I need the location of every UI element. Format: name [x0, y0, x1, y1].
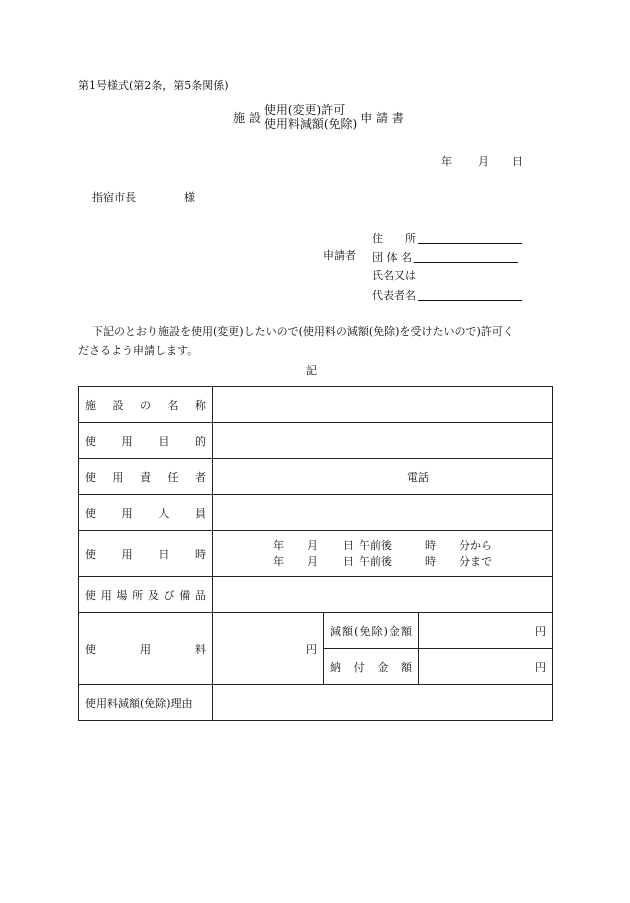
- manager-label: 使用責任者: [79, 459, 213, 495]
- datetime-to-line: [213, 554, 552, 570]
- address-row: [372, 231, 522, 244]
- org-field[interactable]: [414, 250, 518, 263]
- table-row: [79, 495, 553, 531]
- facility-name-field[interactable]: [213, 387, 553, 423]
- dt-hour: 時: [425, 538, 436, 552]
- application-table: [78, 386, 553, 721]
- ki-heading: 記: [306, 364, 317, 377]
- reason-field[interactable]: [213, 685, 553, 721]
- org-row: [372, 250, 518, 263]
- pay-yen: 円: [535, 660, 547, 674]
- date-year-label: 年: [441, 155, 452, 168]
- table-row: [79, 459, 553, 495]
- address-label: 住 所: [372, 232, 416, 245]
- dt-ampm: 午前後: [359, 554, 392, 568]
- rep-row: [372, 288, 522, 301]
- people-field[interactable]: [213, 495, 553, 531]
- pay-field[interactable]: [419, 649, 553, 685]
- facility-name-label: 施設の名称: [79, 387, 213, 423]
- fee-field[interactable]: [213, 613, 324, 685]
- date-day-label: 日: [512, 155, 523, 168]
- body-text-line2: ださるよう申請します。: [78, 344, 199, 357]
- dt-month: 月: [307, 538, 318, 552]
- dt-to: 分まで: [459, 554, 492, 568]
- phone-label: 電話: [407, 470, 429, 484]
- table-row: [79, 613, 553, 649]
- table-row: [79, 685, 553, 721]
- place-label: 使用場所及び備品: [79, 577, 213, 613]
- purpose-label: 使用目的: [79, 423, 213, 459]
- purpose-field[interactable]: [213, 423, 553, 459]
- table-row: [79, 531, 553, 577]
- addressee-name: 指宿市長: [92, 191, 136, 204]
- dt-year: 年: [273, 554, 284, 568]
- place-field[interactable]: [213, 577, 553, 613]
- dt-day: 日: [343, 554, 354, 568]
- table-row: [79, 577, 553, 613]
- dt-day: 日: [343, 538, 354, 552]
- org-label: 団 体 名: [372, 251, 412, 264]
- discount-yen: 円: [535, 624, 547, 638]
- date-month-label: 月: [478, 155, 489, 168]
- discount-label: 減額(免除)金額: [324, 613, 419, 649]
- dt-month: 月: [307, 554, 318, 568]
- dt-from: 分から: [459, 538, 492, 552]
- fee-yen: 円: [306, 642, 317, 656]
- pay-label: 納付金額: [324, 649, 419, 685]
- name-label-1: 氏名又は: [372, 269, 416, 282]
- datetime-field[interactable]: [213, 531, 553, 577]
- manager-field[interactable]: [213, 459, 553, 495]
- form-number: 第1号様式(第2条，第5条関係): [78, 79, 229, 92]
- addressee-honorific: 様: [184, 191, 195, 204]
- table-row: [79, 387, 553, 423]
- body-text-line1: 下記のとおり施設を使用(変更)したいので(使用料の減額(免除)を受けたいので)許可く: [92, 325, 514, 338]
- title-prefix: 施 設: [233, 110, 261, 125]
- applicant-label: 申請者: [323, 249, 356, 262]
- datetime-label: 使用日時: [79, 531, 213, 577]
- table-row: [79, 423, 553, 459]
- representative-field[interactable]: [418, 288, 522, 301]
- title-suffix: 申 請 書: [360, 110, 404, 125]
- name-label-2: 代表者名: [372, 289, 416, 302]
- title-options: [264, 103, 357, 131]
- dt-hour: 時: [425, 554, 436, 568]
- fee-label: 使用料: [79, 613, 213, 685]
- form-title: [233, 103, 404, 131]
- reason-label: 使用料減額(免除)理由: [79, 685, 213, 721]
- dt-ampm: 午前後: [359, 538, 392, 552]
- dt-year: 年: [273, 538, 284, 552]
- datetime-from-line: [213, 538, 552, 554]
- discount-field[interactable]: [419, 613, 553, 649]
- title-option-permit: 使用(変更)許可: [263, 103, 346, 117]
- people-label: 使用人員: [79, 495, 213, 531]
- address-field[interactable]: [418, 231, 522, 244]
- title-option-discount: 使用料減額(免除): [263, 117, 358, 131]
